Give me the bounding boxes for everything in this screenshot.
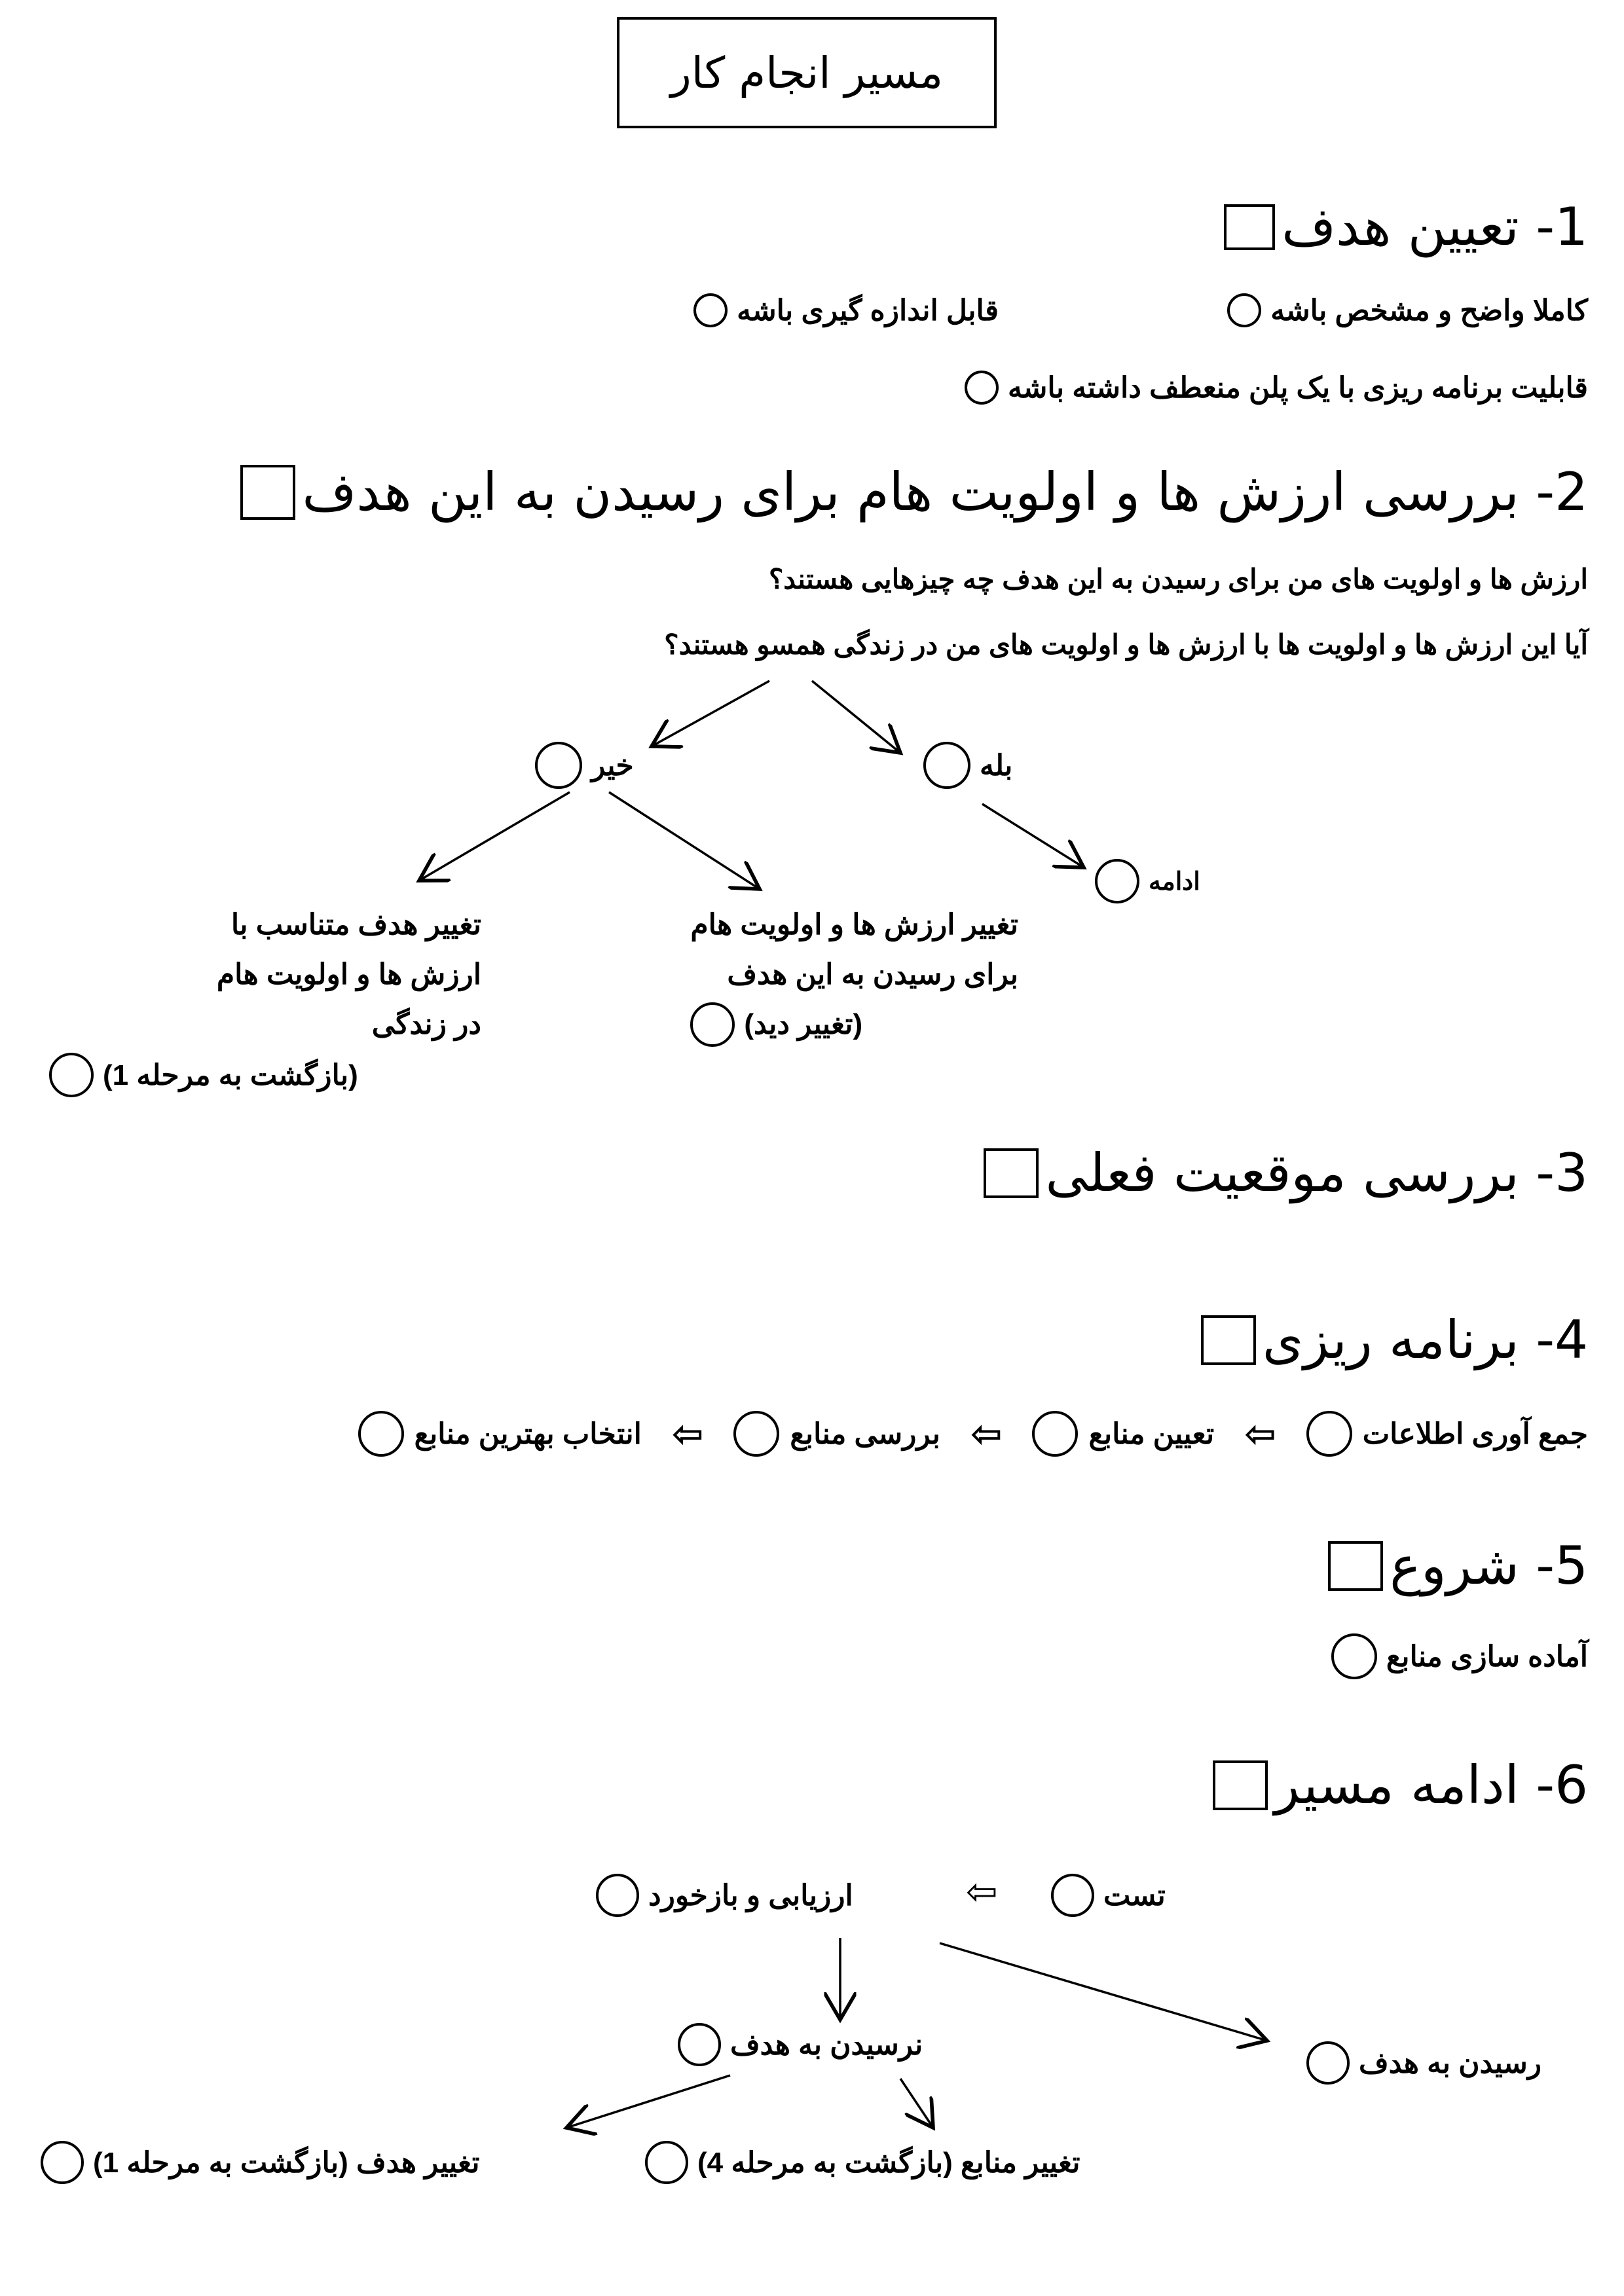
outline-left-arrow-icon: ⇦ bbox=[1244, 1412, 1276, 1456]
arrow-no-to-change-goal bbox=[419, 792, 570, 881]
flow-review-resources: بررسی منابع bbox=[790, 1417, 940, 1450]
arrow-yes-to-continue bbox=[982, 804, 1084, 867]
arrow-not-reached-to-change-goal bbox=[566, 2075, 730, 2128]
arrow-evaluate-to-reached bbox=[940, 1943, 1267, 2041]
item-label: قابلیت برنامه ریزی با یک پلن منعطف داشته باشه bbox=[1007, 371, 1588, 404]
text-line: تغییر هدف متناسب با bbox=[231, 909, 481, 941]
text-line: تغییر ارزش ها و اولویت هام bbox=[690, 909, 1018, 941]
step-2-question-1: ارزش ها و اولویت های من برای رسیدن به این هدف چه چیزهایی هستند؟ bbox=[768, 564, 1588, 594]
text-line: (تغییر دید) bbox=[744, 1008, 863, 1040]
step-5-heading: 5- شروع bbox=[1390, 1535, 1588, 1596]
outline-left-arrow-icon: ⇦ bbox=[966, 1869, 998, 1914]
no-label: خیر bbox=[591, 749, 634, 782]
test-label: تست bbox=[1103, 1879, 1166, 1912]
step-3-heading: 3- بررسی موقعیت فعلی bbox=[1045, 1142, 1588, 1203]
arrow-no-to-change-values bbox=[609, 792, 760, 889]
item-label: کاملا واضح و مشخص باشه bbox=[1270, 294, 1588, 327]
step-4-heading: 4- برنامه ریزی bbox=[1262, 1309, 1588, 1370]
yes-label: بله bbox=[980, 749, 1013, 782]
step-1-heading: 1- تعیین هدف bbox=[1282, 196, 1588, 257]
text-line: در زندگی bbox=[371, 1008, 481, 1040]
change-resources-label: تغییر منابع (بازگشت به مرحله 4) bbox=[697, 2146, 1080, 2179]
arrow-question-to-no bbox=[652, 681, 769, 746]
page-title: مسیر انجام کار bbox=[617, 17, 997, 128]
item-label: آماده سازی منابع bbox=[1386, 1640, 1588, 1673]
flow-gather-info: جمع آوری اطلاعات bbox=[1362, 1417, 1588, 1450]
step-2-heading: 2- بررسی ارزش ها و اولویت هام برای رسیدن به این هدف bbox=[302, 462, 1588, 522]
continue-label: ادامه bbox=[1149, 867, 1200, 896]
flow-choose-best: انتخاب بهترین منابع bbox=[414, 1417, 642, 1450]
change-goal-label: تغییر هدف (بازگشت به مرحله 1) bbox=[93, 2146, 480, 2179]
step-2-question-2: آیا این ارزش ها و اولویت ها با ارزش ها و اولویت های من در زندگی همسو هستند؟ bbox=[664, 629, 1588, 660]
item-label: قابل اندازه گیری باشه bbox=[737, 294, 999, 327]
outline-left-arrow-icon: ⇦ bbox=[671, 1412, 704, 1456]
text-line: (بازگشت به مرحله 1) bbox=[103, 1059, 358, 1091]
text-line: برای رسیدن به این هدف bbox=[727, 958, 1018, 991]
reached-label: رسیدن به هدف bbox=[1359, 2047, 1541, 2079]
step-6-heading: 6- ادامه مسیر bbox=[1274, 1755, 1588, 1815]
evaluate-label: ارزیابی و بازخورد bbox=[648, 1879, 853, 1912]
arrow-not-reached-to-change-resources bbox=[900, 2079, 933, 2128]
text-line: ارزش ها و اولویت هام bbox=[216, 958, 481, 991]
arrow-question-to-yes bbox=[812, 681, 900, 753]
outline-left-arrow-icon: ⇦ bbox=[970, 1412, 1003, 1456]
not-reached-label: نرسیدن به هدف bbox=[730, 2028, 923, 2061]
flow-define-resources: تعیین منابع bbox=[1088, 1417, 1215, 1450]
